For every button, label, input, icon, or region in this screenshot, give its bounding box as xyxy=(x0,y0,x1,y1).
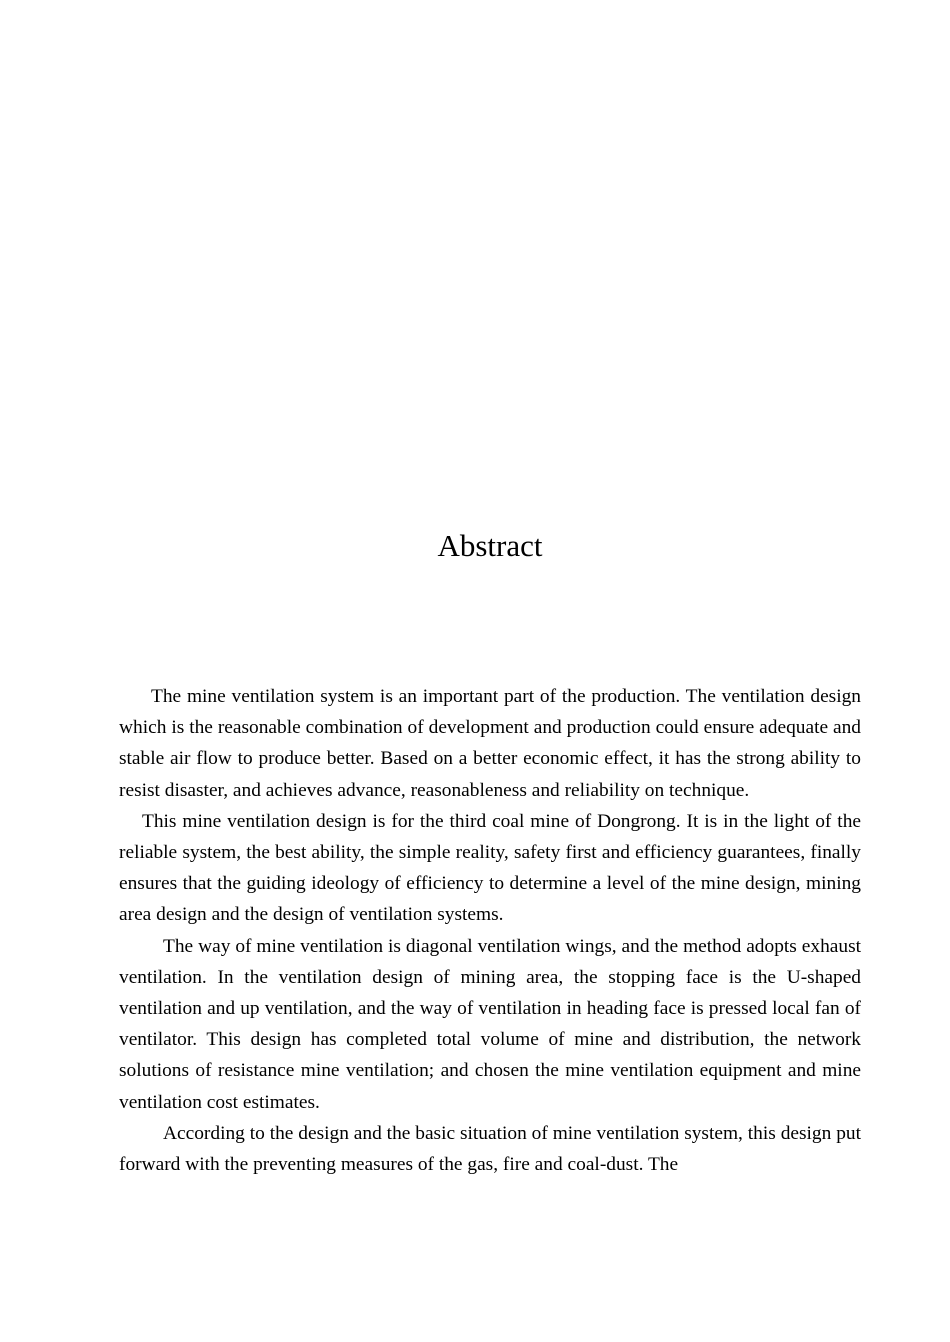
abstract-body xyxy=(119,681,861,1180)
abstract-paragraph-3: The way of mine ventilation is diagonal ventilation wings, and the method adopts exhaust ventilation. In the ventilation design of mining area, the stopping face is the U-shaped ventilation and up ventilation, and the way of ventilation in heading face is pressed local fan of ventilator. This design has completed total volume of mine and distribution, the network solutions of resistance mine ventilation; and chosen the mine ventilation equipment and mine ventilation cost estimates. xyxy=(119,935,861,1113)
abstract-paragraph-1: The mine ventilation system is an important part of the production. The ventilation design which is the reasonable combination of development and production could ensure adequate and stable air flow to produce better. Based on a better economic effect, it has the strong ability to resist disaster, and achieves advance, reasonableness and reliability on technique. xyxy=(119,686,861,801)
abstract-title: Abstract xyxy=(437,528,543,563)
abstract-paragraph-4: According to the design and the basic situation of mine ventilation system, this design put forward with the preventing measures of the gas, fire and coal-dust. The xyxy=(119,1122,861,1176)
abstract-paragraph-2: This mine ventilation design is for the third coal mine of Dongrong. It is in the light of the reliable system, the best ability, the simple reality, safety first and efficiency guarantees, finally ensures that the guiding ideology of efficiency to determine a level of the mine design, mining area design and the design of ventilation systems. xyxy=(119,810,861,926)
